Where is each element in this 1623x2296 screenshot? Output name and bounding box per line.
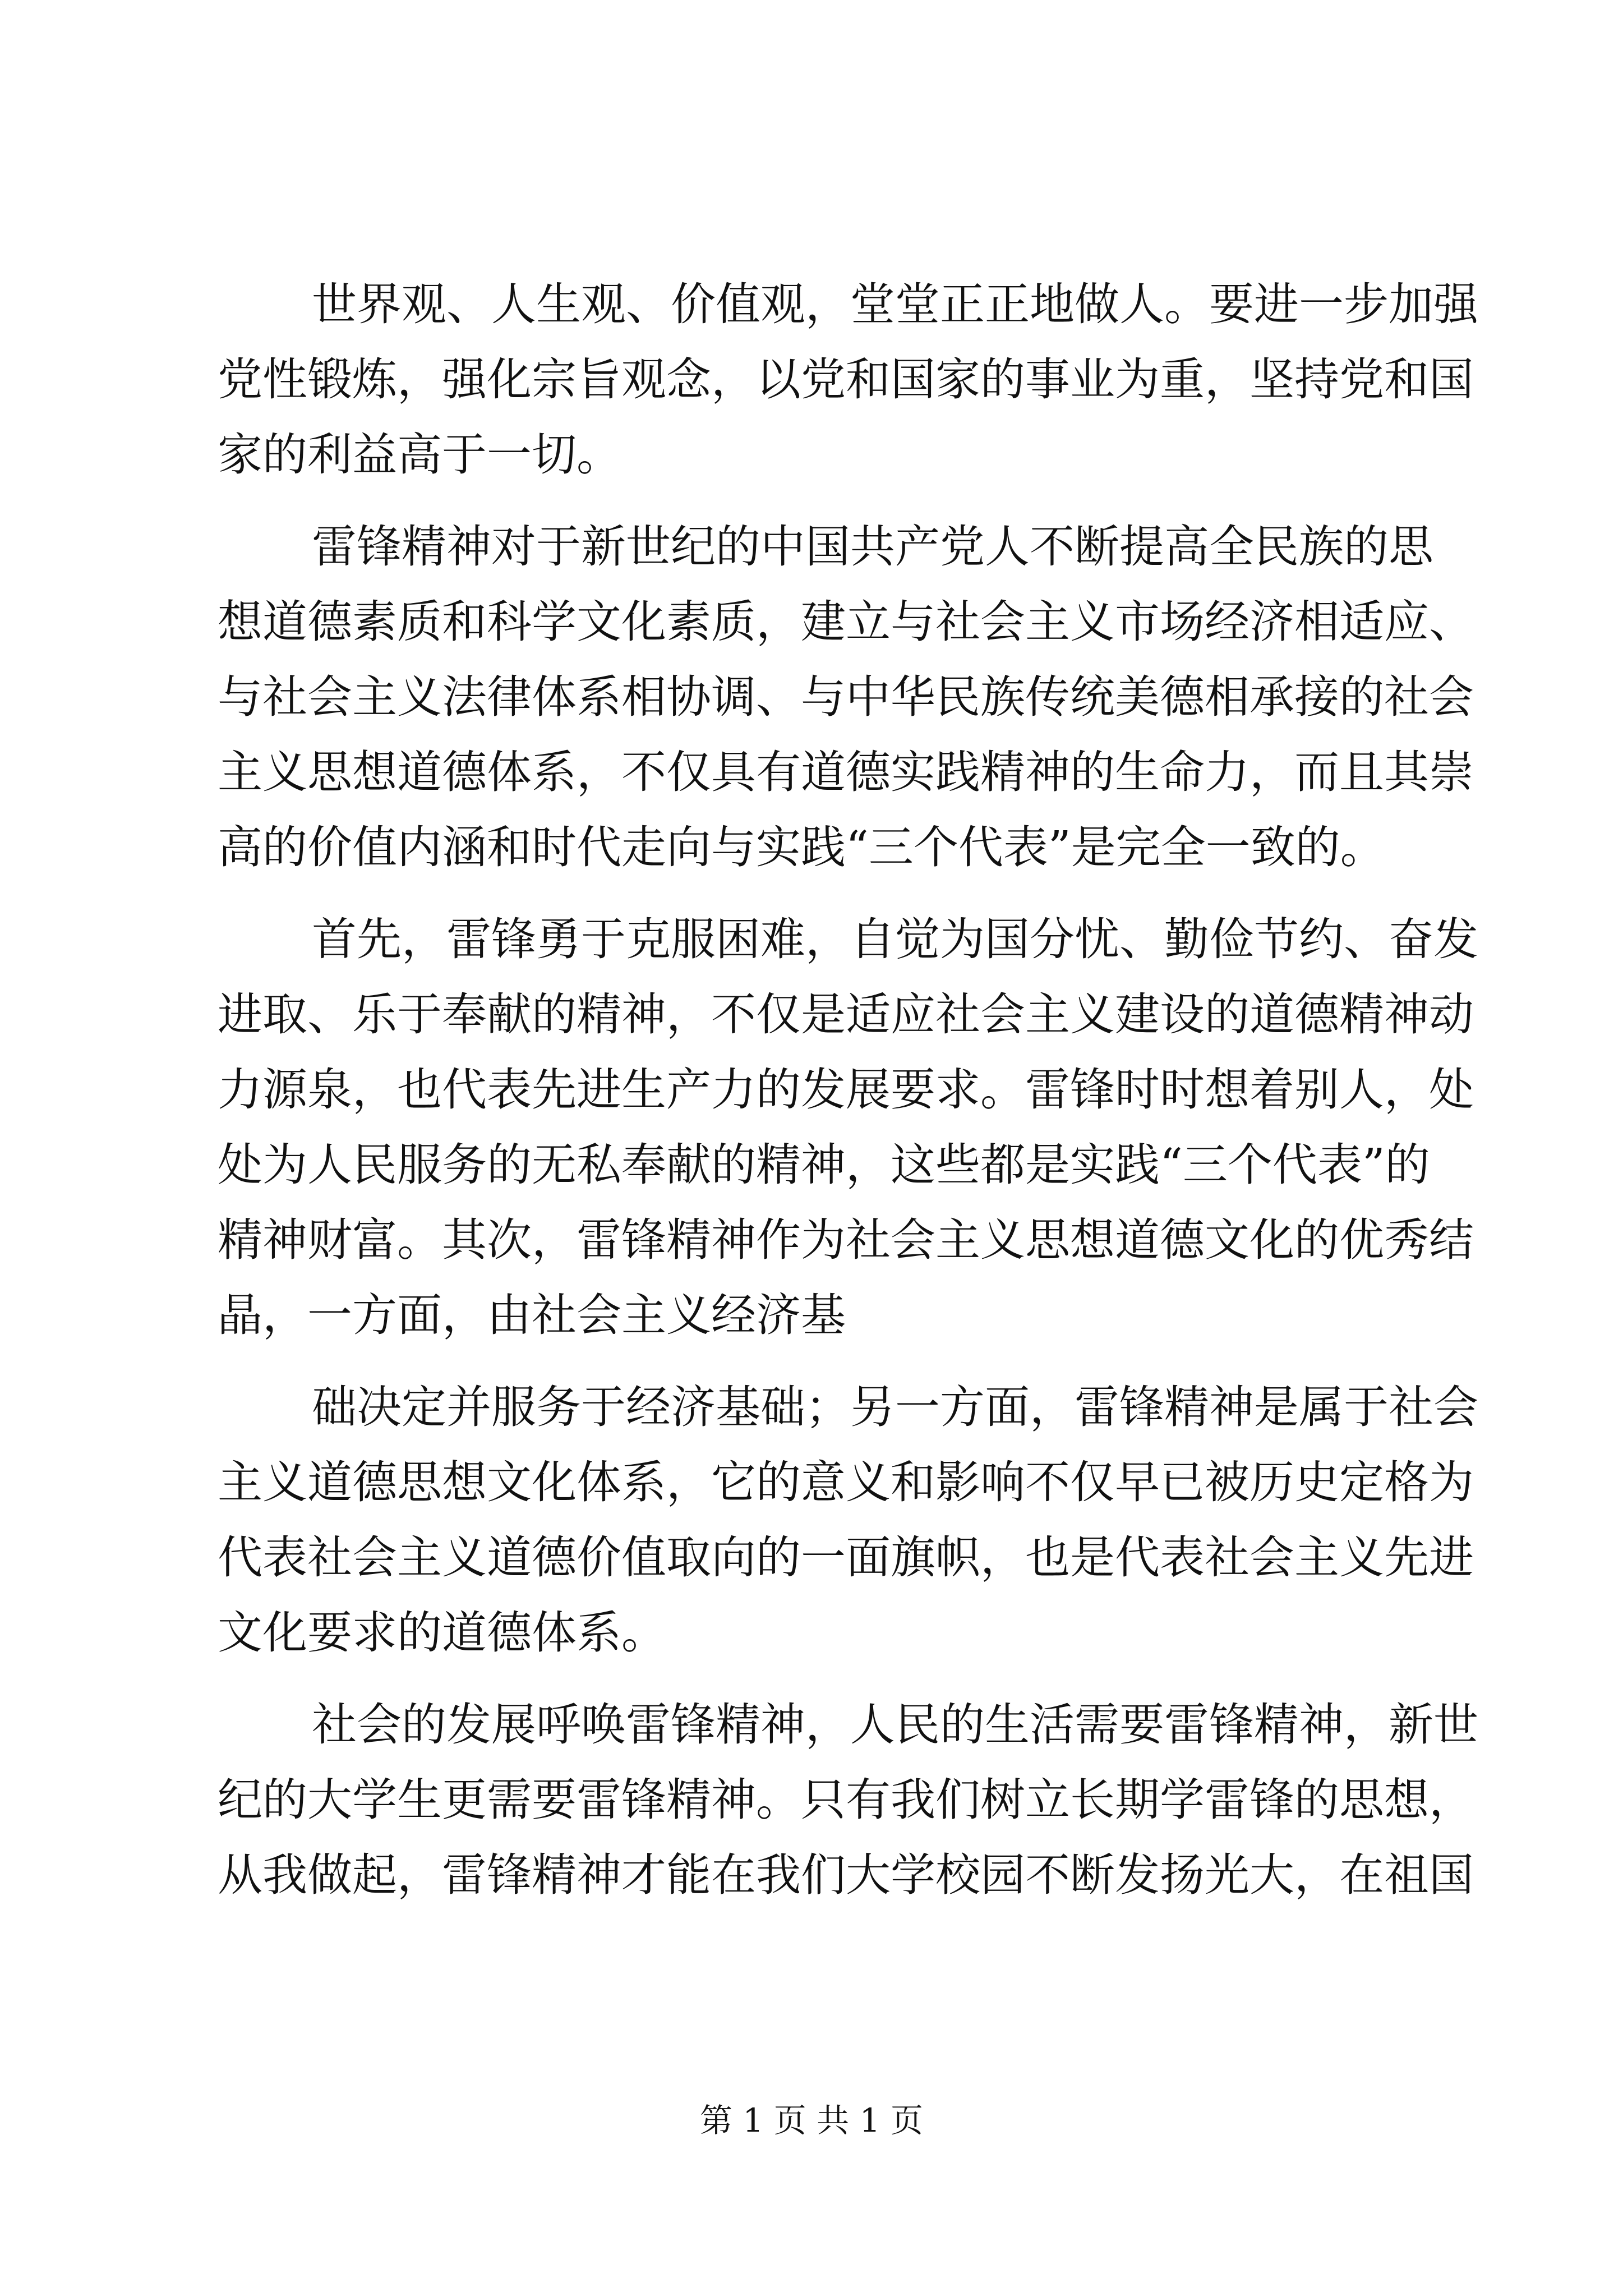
body-text	[218, 267, 1478, 1913]
text-line: 代表社会主义道德价值取向的一面旗帜，也是代表社会主义先进	[218, 1531, 1474, 1584]
text-line: 文化要求的道德体系。	[218, 1607, 666, 1659]
text-line: 从我做起，雷锋精神才能在我们大学校园不断发扬光大，在祖国	[218, 1849, 1474, 1901]
text-line: 进取、乐于奉献的精神，不仅是适应社会主义建设的道德精神动	[218, 988, 1474, 1041]
text-line: 纪的大学生更需要雷锋精神。只有我们树立长期学雷锋的思想，	[218, 1774, 1474, 1826]
text-line: 主义思想道德体系，不仅具有道德实践精神的生命力，而且其崇	[218, 746, 1474, 798]
paragraph-3	[218, 902, 1478, 1353]
text-line: 首先，雷锋勇于克服困难，自觉为国分忧、勤俭节约、奋发	[312, 913, 1478, 965]
text-line: 高的价值内涵和时代走向与实践“三个代表”是完全一致的。	[218, 821, 1385, 873]
text-line: 晶，一方面，由社会主义经济基	[218, 1289, 846, 1341]
text-line: 与社会主义法律体系相协调、与中华民族传统美德相承接的社会	[218, 671, 1474, 723]
text-line: 世界观、人生观、价值观，堂堂正正地做人。要进一步加强	[312, 278, 1478, 330]
paragraph-2	[218, 509, 1474, 885]
text-line: 想道德素质和科学文化素质，建立与社会主义市场经济相适应、	[218, 596, 1474, 648]
text-line: 精神财富。其次，雷锋精神作为社会主义思想道德文化的优秀结	[218, 1214, 1474, 1266]
paragraph-1	[218, 267, 1478, 493]
page-footer: 第 1 页 共 1 页	[700, 2101, 923, 2139]
text-line: 家的利益高于一切。	[218, 429, 621, 481]
text-line: 主义道德思想文化体系，它的意义和影响不仅早已被历史定格为	[218, 1456, 1474, 1508]
paragraph-5	[218, 1687, 1478, 1913]
text-line: 力源泉，也代表先进生产力的发展要求。雷锋时时想着别人，处	[218, 1064, 1474, 1116]
text-line: 处为人民服务的无私奉献的精神，这些都是实践“三个代表”的	[218, 1139, 1430, 1191]
text-line: 础决定并服务于经济基础；另一方面，雷锋精神是属于社会	[312, 1381, 1478, 1433]
text-line: 雷锋精神对于新世纪的中国共产党人不断提高全民族的思	[312, 521, 1433, 573]
text-line: 党性锻炼，强化宗旨观念，以党和国家的事业为重，坚持党和国	[218, 353, 1474, 406]
paragraph-4	[218, 1370, 1478, 1671]
text-line: 社会的发展呼唤雷锋精神，人民的生活需要雷锋精神，新世	[312, 1699, 1478, 1751]
